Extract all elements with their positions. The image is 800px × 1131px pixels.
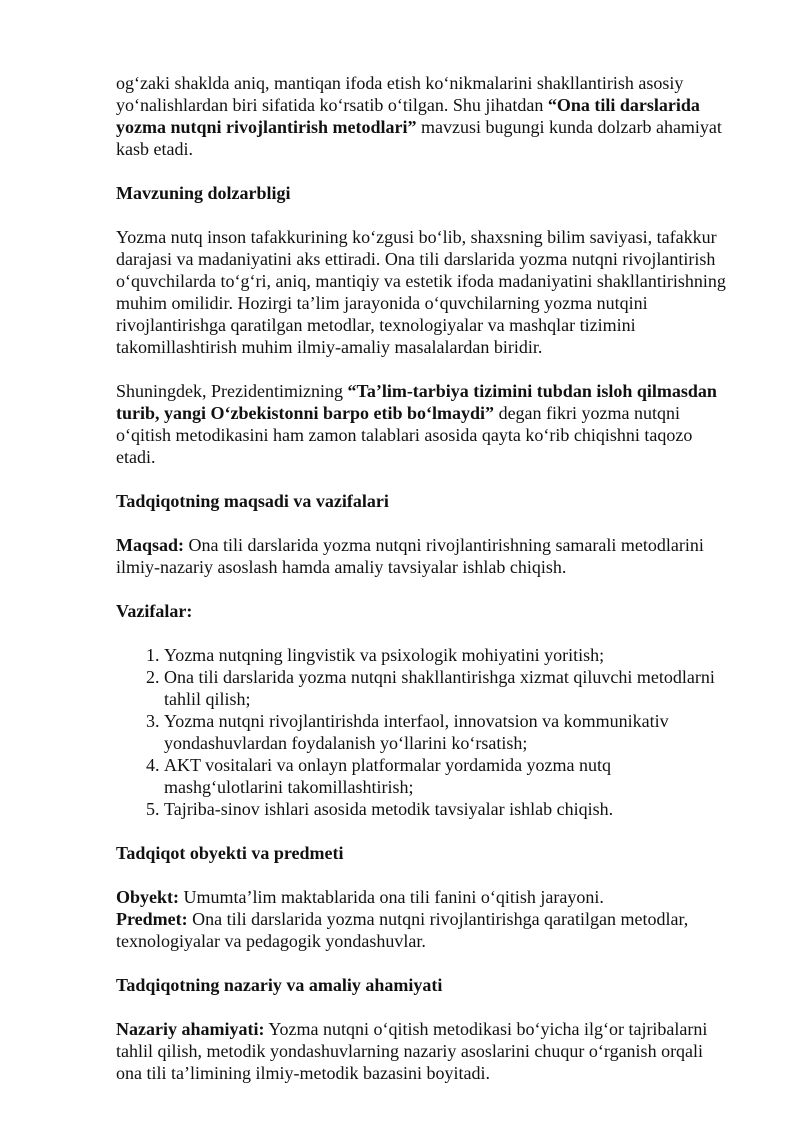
object-label: Obyekt:	[116, 887, 179, 907]
object-paragraph	[116, 886, 730, 908]
object-text: Umumta’lim maktablarida ona tili fanini o‘qitish jarayoni.	[179, 887, 604, 907]
goal-text: Ona tili darslarida yozma nutqni rivojlantirishning samarali metodlarini ilmiy-nazariy asoslash hamda amaliy tavsiyalar ishlab chiqish.	[116, 535, 704, 577]
goals-heading: Tadqiqotning maqsadi va vazifalari	[116, 491, 389, 511]
tasks-list	[116, 644, 730, 820]
list-item: 2. Ona tili darslarida yozma nutqni shakllantirishga xizmat qiluvchi metodlarni tahlil qilish;	[164, 666, 730, 710]
list-item: 4. AKT vositalari va onlayn platformalar yordamida yozma nutq mashg‘ulotlarini takomillashtirish;	[164, 754, 730, 798]
relevance-p2-before: Shuningdek, Prezidentimizning	[116, 381, 348, 401]
subject-text: Ona tili darslarida yozma nutqni rivojlantirishga qaratilgan metodlar, texnologiyalar va pedagogik yondashuvlar.	[116, 909, 689, 951]
list-item: 5. Tajriba-sinov ishlari asosida metodik tavsiyalar ishlab chiqish.	[164, 798, 730, 820]
goal-label: Maqsad:	[116, 535, 185, 555]
theory-paragraph	[116, 1018, 730, 1084]
intro-text-after: mavzusi bugungi kunda dolzarb ahamiyat kasb etadi.	[116, 117, 722, 159]
list-item: 1. Yozma nutqning lingvistik va psixologik mohiyatini yoritish;	[164, 644, 730, 666]
tasks-heading: Vazifalar:	[116, 601, 193, 621]
object-heading: Tadqiqot obyekti va predmeti	[116, 843, 344, 863]
list-item: 3. Yozma nutqni rivojlantirishda interfaol, innovatsion va kommunikativ yondashuvlardan foydalanish yo‘llarini ko‘rsatish;	[164, 710, 730, 754]
relevance-paragraph-1: Yozma nutq inson tafakkurining ko‘zgusi bo‘lib, shaxsning bilim saviyasi, tafakkur darajasi va madaniyatini aks ettiradi. Ona tili darslarida yozma nutqni rivojlantirish o‘quvchilarda to‘g‘ri, aniq, mantiqiy va estetik ifoda madaniyatini shakllantirishning muhim omilidir. Hozirgi ta’lim jarayonida o‘quvchilarning yozma nutqini rivojlantirishga qaratilgan metodlar, texnologiyalar va mashqlar tizimini takomillashtirish muhim ilmiy-amaliy masalalardan biridir.	[116, 227, 726, 357]
goal-paragraph	[116, 534, 730, 578]
relevance-heading: Mavzuning dolzarbligi	[116, 183, 291, 203]
relevance-paragraph-2	[116, 380, 730, 468]
subject-label: Predmet:	[116, 909, 188, 929]
significance-heading: Tadqiqotning nazariy va amaliy ahamiyati	[116, 975, 443, 995]
theory-label: Nazariy ahamiyati:	[116, 1019, 265, 1039]
relevance-p2-after: degan fikri yozma nutqni o‘qitish metodikasini ham zamon talablari asosida qayta ko‘rib chiqishni taqozo etadi.	[116, 403, 693, 467]
president-quote: “Ta’lim-tarbiya tizimini tubdan isloh qilmasdan turib, yangi O‘zbekistonni barpo etib bo‘lmaydi”	[116, 381, 717, 423]
intro-paragraph	[116, 72, 730, 160]
theory-text: Yozma nutqni o‘qitish metodikasi bo‘yicha ilg‘or tajribalarni tahlil qilish, metodik yondashuvlarning nazariy asoslarini chuqur o‘rganish orqali ona tili ta’limining ilmiy-metodik bazasini boyitadi.	[116, 1019, 708, 1083]
topic-title: “Ona tili darslarida yozma nutqni rivojlantirish metodlari”	[116, 95, 700, 137]
subject-paragraph	[116, 908, 730, 952]
intro-text-before: og‘zaki shaklda aniq, mantiqan ifoda etish ko‘nikmalarini shakllantirish asosiy yo‘nalishlardan biri sifatida ko‘rsatib o‘tilgan. Shu jihatdan	[116, 73, 684, 115]
